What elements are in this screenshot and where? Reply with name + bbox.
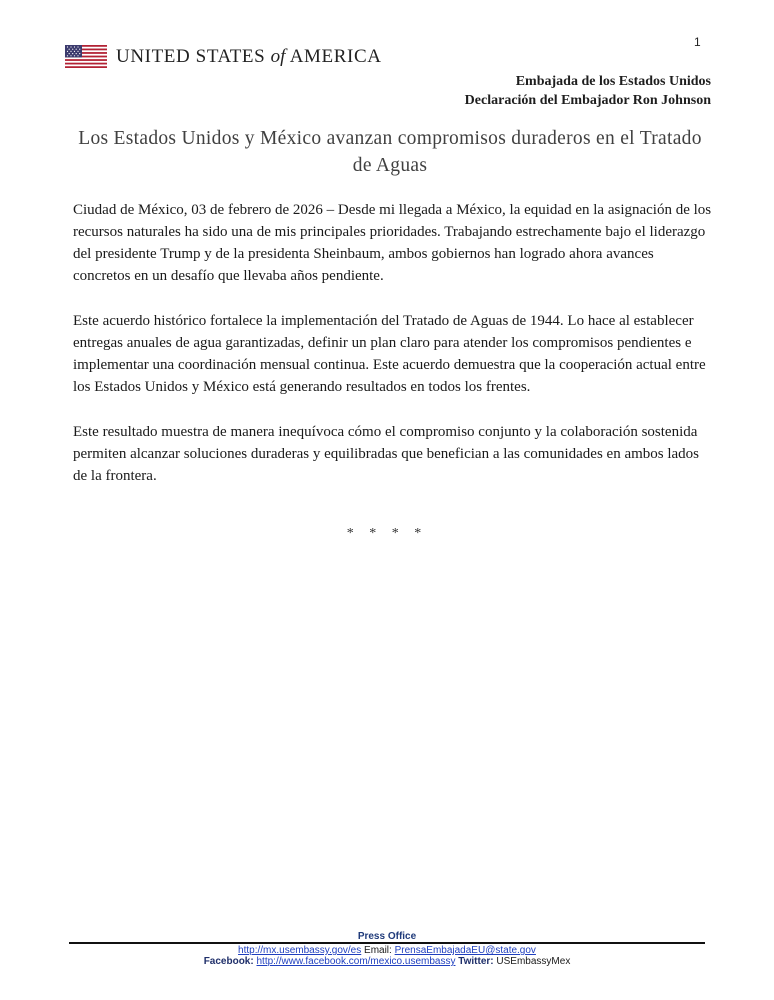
logo-wordmark: [116, 46, 382, 68]
document-title: Los Estados Unidos y México avanzan compromisos duraderos en el Tratado de Aguas: [78, 128, 702, 176]
twitter-label: Twitter:: [458, 956, 494, 967]
paragraph: Este acuerdo histórico fortalece la implementación del Tratado de Aguas de 1944. Lo hace al establecer entregas anuales de agua garantizadas, definir un plan claro para atender los compromisos pendientes e implementar una coordinación mensual continua. Este acuerdo demuestra que la cooperación actual entre los Estados Unidos y México está generando resultados en todos los frentes.: [73, 313, 706, 395]
embassy-logo: [65, 45, 382, 68]
email-label: Email:: [361, 945, 395, 956]
paragraph: Este resultado muestra de manera inequívoca cómo el compromiso conjunto y la colaboración sostenida permiten alcanzar soluciones duraderas y equilibradas que benefician a las comunidades en ambos lados de la frontera.: [73, 424, 700, 484]
document-body: [73, 199, 713, 510]
statement-attribution: Declaración del Embajador Ron Johnson: [464, 93, 711, 108]
website-link[interactable]: http://mx.usembassy.gov/es: [238, 945, 362, 956]
footer-title: Press Office: [357, 931, 417, 942]
embassy-name: Embajada de los Estados Unidos: [515, 74, 711, 89]
facebook-label: Facebook:: [203, 956, 254, 967]
facebook-link[interactable]: http://www.facebook.com/mexico.usembassy: [256, 956, 456, 967]
section-separator: * * * *: [346, 526, 428, 541]
page-number: 1: [694, 35, 701, 49]
twitter-handle: USEmbassyMex: [496, 956, 571, 967]
logo-text-of: of: [270, 45, 286, 67]
us-flag-icon: [65, 45, 107, 68]
document-header: [465, 72, 711, 110]
footer-divider: [69, 942, 705, 944]
footer-social-line: [0, 956, 774, 968]
paragraph: Ciudad de México, 03 de febrero de 2026 – Desde mi llegada a México, la equidad en la asignación de los recursos naturales ha sido una de mis principales prioridades. Trabajando estrechamente bajo el liderazgo del presidente Trump y de la presidenta Sheinbaum, ambos gobiernos han logrado ahora avances concretos en un desafío que llevaba años pendiente.: [73, 202, 712, 284]
logo-text-after: AMERICA: [285, 45, 382, 67]
logo-text-before: UNITED STATES: [116, 45, 271, 67]
email-link[interactable]: PrensaEmbajadaEU@state.gov: [394, 945, 536, 956]
